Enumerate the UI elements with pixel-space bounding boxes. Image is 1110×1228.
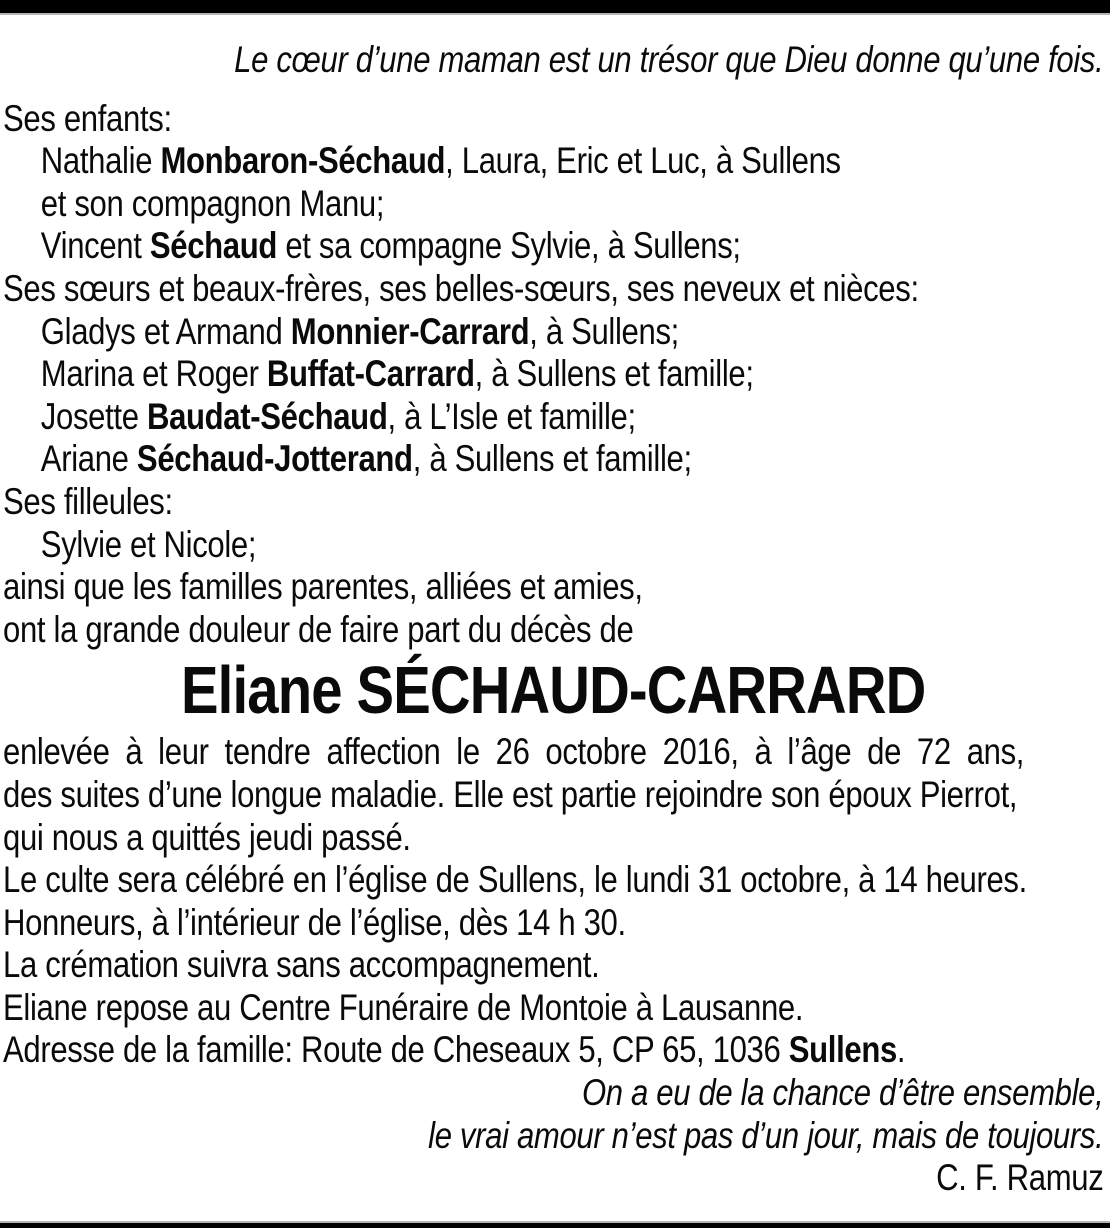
- bottom-border-rule: [0, 1221, 1110, 1228]
- death-announcement-line-3: qui nous a quittés jeudi passé.: [3, 816, 411, 858]
- family-name-buffat-carrard: Buffat-Carrard: [266, 353, 475, 395]
- child-line-1: [3, 140, 1103, 183]
- family-address-line: [3, 1029, 1103, 1072]
- family-name-sechaud: Séchaud: [149, 225, 278, 267]
- family-address-locality: Sullens: [788, 1029, 897, 1071]
- sibling-line-4-post: , à Sullens et famille;: [412, 438, 692, 480]
- closing-line-1: ainsi que les familles parentes, alliées et amies,: [3, 566, 643, 608]
- family-name-monnier-carrard: Monnier-Carrard: [290, 310, 530, 352]
- family-address-pre: Adresse de la famille: Route de Cheseaux 5, CP 65, 1036: [3, 1029, 789, 1071]
- family-name-monbaron-sechaud: Monbaron-Séchaud: [160, 140, 446, 182]
- family-name-sechaud-jotterand: Séchaud-Jotterand: [136, 438, 413, 480]
- closing-quote-line-2: le vrai amour n’est pas d’un jour, mais de toujours.: [428, 1114, 1104, 1156]
- child-line-1-continuation: et son compagnon Manu;: [40, 182, 385, 224]
- top-border-rule: [0, 0, 1110, 15]
- sibling-line-3-pre: Josette: [40, 395, 147, 437]
- child-line-2: [3, 225, 1103, 268]
- sibling-line-4: [3, 438, 1103, 481]
- sibling-line-2-pre: Marina et Roger: [40, 353, 267, 395]
- closing-line-2: ont la grande douleur de faire part du décès de: [3, 608, 634, 650]
- children-heading: Ses enfants:: [3, 97, 172, 139]
- family-name-baudat-sechaud: Baudat-Séchaud: [146, 395, 388, 437]
- sibling-line-3: [3, 396, 1103, 439]
- sibling-line-1-pre: Gladys et Armand: [40, 310, 291, 352]
- notice-content: [0, 39, 1110, 1200]
- sibling-line-4-pre: Ariane: [40, 438, 137, 480]
- death-announcement-line-1: enlevée à leur tendre affection le 26 octobre 2016, à l’âge de 72 ans,: [3, 731, 1025, 773]
- goddaughters-heading: Ses filleules:: [3, 480, 173, 522]
- sibling-line-2-post: , à Sullens et famille;: [474, 353, 754, 395]
- service-line-1: Le culte sera célébré en l’église de Sullens, le lundi 31 octobre, à 14 heures.: [3, 859, 1027, 901]
- epigraph-quote: Le cœur d’une maman est un trésor que Dieu donne qu’une fois.: [234, 39, 1104, 80]
- child-line-1-pre: Nathalie: [40, 140, 161, 182]
- siblings-heading: Ses sœurs et beaux-frères, ses belles-sœurs, ses neveux et nièces:: [3, 267, 919, 309]
- child-line-2-pre: Vincent: [40, 225, 150, 267]
- sibling-line-2: [3, 353, 1103, 396]
- goddaughters-line: Sylvie et Nicole;: [40, 523, 257, 565]
- deceased-name-title: Eliane SÉCHAUD-CARRARD: [180, 653, 926, 729]
- repose-line: Eliane repose au Centre Funéraire de Montoie à Lausanne.: [3, 986, 804, 1028]
- death-announcement-line-2: des suites d’une longue maladie. Elle est partie rejoindre son époux Pierrot,: [3, 773, 1018, 815]
- child-line-1-post: , Laura, Eric et Luc, à Sullens: [445, 140, 841, 182]
- family-address-post: .: [896, 1029, 906, 1071]
- quote-attribution: C. F. Ramuz: [936, 1157, 1104, 1199]
- notice-text-block: [3, 39, 1103, 1200]
- sibling-line-1: [3, 311, 1103, 354]
- service-line-2: Honneurs, à l’intérieur de l’église, dès 14 h 30.: [3, 901, 626, 943]
- sibling-line-1-post: , à Sullens;: [529, 310, 679, 352]
- child-line-2-post: et sa compagne Sylvie, à Sullens;: [277, 225, 741, 267]
- sibling-line-3-post: , à L’Isle et famille;: [387, 395, 636, 437]
- service-line-3: La crémation suivra sans accompagnement.: [3, 944, 600, 986]
- closing-quote-line-1: On a eu de la chance d’être ensemble,: [581, 1072, 1104, 1114]
